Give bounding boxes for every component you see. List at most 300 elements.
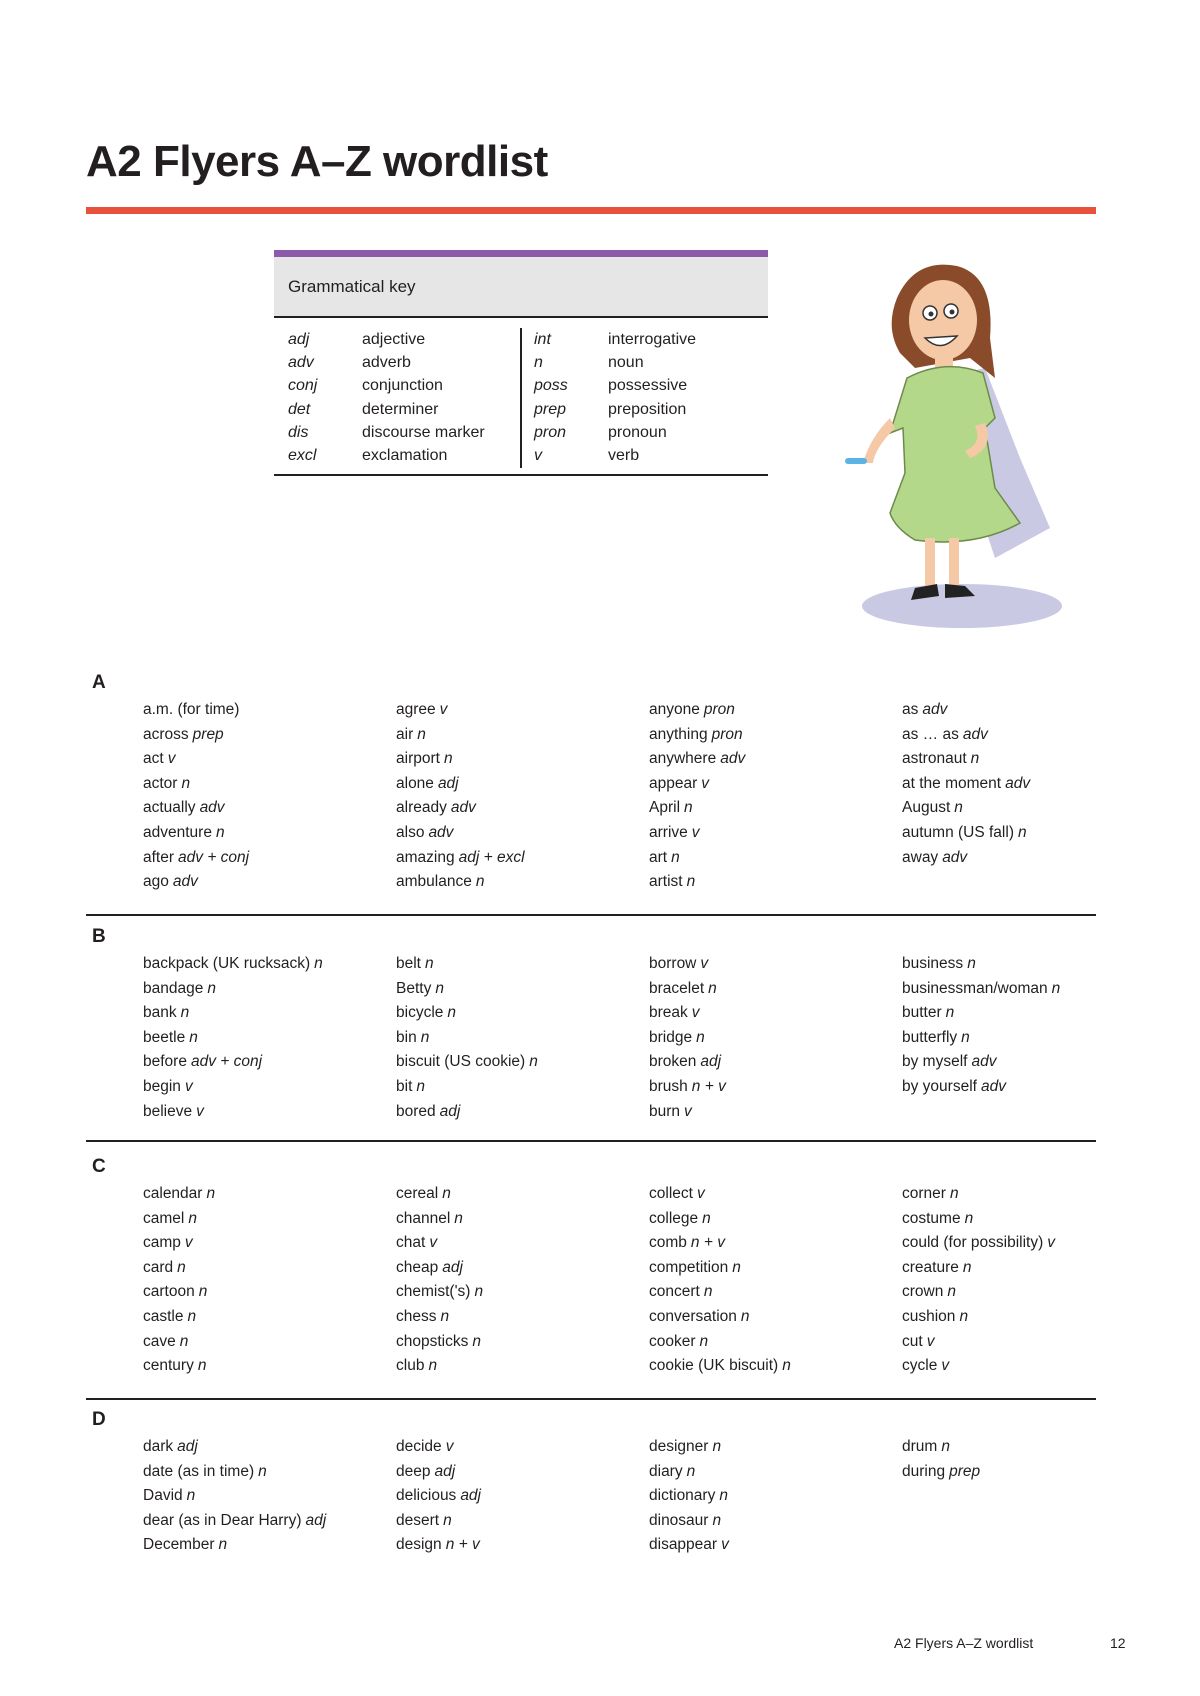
- key-abbreviation: excl: [288, 447, 317, 465]
- word-text: dictionary: [649, 1487, 716, 1505]
- word-entry: [396, 952, 649, 977]
- key-meaning: exclamation: [362, 447, 448, 465]
- word-text: already: [396, 799, 447, 817]
- word-text: creature: [902, 1258, 959, 1276]
- part-of-speech: n: [198, 1283, 208, 1301]
- word-text: cave: [143, 1332, 176, 1350]
- part-of-speech: adv: [428, 823, 454, 841]
- part-of-speech: v: [691, 1004, 700, 1022]
- key-meaning: pronoun: [608, 423, 667, 441]
- part-of-speech: v: [700, 955, 709, 972]
- footer-title: A2 Flyers A–Z wordlist: [894, 1635, 1034, 1651]
- word-text: ago: [143, 873, 169, 891]
- word-text: bicycle: [396, 1004, 444, 1022]
- word-text: away: [902, 848, 939, 866]
- word-text: also: [396, 823, 425, 841]
- word-entry: [649, 821, 902, 846]
- word-text: crown: [902, 1283, 944, 1301]
- part-of-speech: n: [420, 1028, 430, 1046]
- word-text: art: [649, 848, 668, 866]
- word-text: bracelet: [649, 979, 705, 997]
- word-entry: [649, 1354, 902, 1379]
- part-of-speech: n: [447, 1004, 457, 1022]
- word-entry: [396, 1484, 649, 1509]
- word-entry: [902, 1460, 1155, 1485]
- word-entry: [143, 1354, 396, 1379]
- word-entry: [902, 821, 1155, 846]
- word-entry: [143, 698, 396, 723]
- part-of-speech: n: [416, 1077, 425, 1095]
- word-column: [902, 1182, 1155, 1379]
- part-of-speech: n: [686, 873, 696, 891]
- word-entry: [649, 1484, 902, 1509]
- word-text: break: [649, 1004, 688, 1022]
- part-of-speech: v: [1047, 1234, 1056, 1252]
- part-of-speech: n: [970, 750, 980, 768]
- word-entry: [649, 723, 902, 748]
- word-entry: [396, 1207, 649, 1232]
- part-of-speech: n: [719, 1487, 728, 1505]
- word-text: at the moment: [902, 774, 1002, 792]
- word-text: drum: [902, 1438, 938, 1455]
- key-row: [288, 444, 520, 467]
- part-of-speech: n: [206, 1185, 216, 1202]
- part-of-speech: n: [782, 1357, 791, 1375]
- section-divider: [86, 914, 1096, 916]
- word-text: amazing: [396, 848, 455, 866]
- section-letter: B: [92, 926, 106, 947]
- part-of-speech: v: [926, 1332, 935, 1350]
- illustration-arm-left: [863, 418, 895, 463]
- key-row: [534, 398, 766, 421]
- key-abbreviation: adj: [288, 330, 310, 348]
- key-abbreviation: prep: [534, 400, 567, 418]
- word-entry: [143, 1231, 396, 1256]
- section-letter: A: [92, 672, 106, 693]
- word-text: cheap: [396, 1258, 439, 1276]
- word-column: [396, 952, 649, 1124]
- word-text: club: [396, 1357, 425, 1375]
- section-divider: [86, 1140, 1096, 1142]
- part-of-speech: n: [712, 1511, 722, 1529]
- part-of-speech: n: [967, 955, 976, 972]
- part-of-speech: v: [167, 750, 176, 768]
- word-entry: [902, 1305, 1155, 1330]
- word-text: brush: [649, 1077, 688, 1095]
- part-of-speech: adv: [971, 1053, 997, 1071]
- part-of-speech: n: [947, 1283, 956, 1301]
- key-column-right: [520, 328, 766, 468]
- part-of-speech: n: [425, 955, 434, 972]
- part-of-speech: n: [177, 1258, 186, 1276]
- key-meaning: discourse marker: [362, 423, 485, 441]
- illustration-leg-left: [925, 538, 935, 586]
- word-text: burn: [649, 1102, 681, 1120]
- word-text: cookie (UK biscuit): [649, 1357, 779, 1375]
- word-text: a.m. (for time): [143, 701, 240, 718]
- part-of-speech: n: [186, 1487, 196, 1505]
- word-text: cycle: [902, 1357, 938, 1375]
- part-of-speech: n: [454, 1209, 463, 1227]
- part-of-speech: adj: [434, 1462, 456, 1480]
- key-accent-bar: [274, 250, 768, 257]
- word-text: date (as in time): [143, 1462, 255, 1480]
- word-text: begin: [143, 1077, 181, 1095]
- word-text: beetle: [143, 1028, 186, 1046]
- word-entry: [649, 1026, 902, 1051]
- word-text: airport: [396, 750, 440, 768]
- part-of-speech: n: [1017, 823, 1027, 841]
- illustration-chalk: [845, 458, 867, 464]
- word-text: adventure: [143, 823, 212, 841]
- key-row: [534, 375, 766, 398]
- word-text: agree: [396, 701, 436, 718]
- word-entry: [649, 1280, 902, 1305]
- word-column: [902, 1435, 1155, 1558]
- part-of-speech: n: [472, 1332, 481, 1350]
- word-text: competition: [649, 1258, 729, 1276]
- word-text: actor: [143, 774, 178, 792]
- key-row: [534, 421, 766, 444]
- word-text: April: [649, 799, 681, 817]
- word-text: dear (as in Dear Harry): [143, 1511, 302, 1529]
- part-of-speech: n: [179, 1332, 189, 1350]
- word-text: astronaut: [902, 750, 967, 768]
- key-abbreviation: adv: [288, 353, 314, 371]
- word-text: belt: [396, 955, 421, 972]
- part-of-speech: v: [445, 1438, 454, 1455]
- part-of-speech: n: [686, 1462, 696, 1480]
- word-text: concert: [649, 1283, 700, 1301]
- key-meaning: adverb: [362, 353, 411, 371]
- word-entry: [396, 747, 649, 772]
- part-of-speech: n: [474, 1283, 484, 1301]
- part-of-speech: n: [181, 774, 191, 792]
- part-of-speech: pron: [711, 725, 743, 743]
- word-text: designer: [649, 1438, 709, 1455]
- part-of-speech: n: [428, 1357, 438, 1375]
- key-row: [534, 328, 766, 351]
- word-text: as … as: [902, 725, 959, 743]
- word-text: anywhere: [649, 750, 717, 768]
- part-of-speech: adv: [962, 725, 988, 743]
- word-text: alone: [396, 774, 434, 792]
- part-of-speech: n: [712, 1438, 722, 1455]
- part-of-speech: adj: [700, 1053, 722, 1071]
- word-column: [649, 698, 902, 895]
- word-entry: [143, 1026, 396, 1051]
- key-abbreviation: v: [534, 447, 542, 465]
- key-column-left: [274, 328, 520, 468]
- word-entry: [143, 952, 396, 977]
- part-of-speech: n: [708, 979, 717, 997]
- word-text: desert: [396, 1511, 440, 1529]
- word-text: as: [902, 701, 919, 718]
- word-text: broken: [649, 1053, 697, 1071]
- word-entry: [649, 1182, 902, 1207]
- word-entry: [649, 977, 902, 1002]
- word-entry: [902, 1026, 1155, 1051]
- word-entry: [143, 1484, 396, 1509]
- key-abbreviation: pron: [534, 423, 567, 441]
- word-columns: [143, 1435, 1155, 1558]
- word-text: comb: [649, 1234, 687, 1252]
- key-meaning: interrogative: [608, 330, 697, 348]
- part-of-speech: n: [740, 1307, 750, 1325]
- word-entry: [902, 846, 1155, 871]
- part-of-speech: n: [188, 1209, 197, 1227]
- word-text: cut: [902, 1332, 923, 1350]
- key-abbreviation: n: [534, 353, 543, 371]
- title-rule: [86, 207, 1096, 214]
- word-column: [143, 698, 396, 895]
- word-entry: [396, 1305, 649, 1330]
- word-entry: [396, 1435, 649, 1460]
- word-entry: [649, 796, 902, 821]
- word-entry: [143, 821, 396, 846]
- word-entry: [143, 1075, 396, 1100]
- part-of-speech: n: [959, 1307, 969, 1325]
- word-entry: [396, 1330, 649, 1355]
- part-of-speech: n: [684, 799, 693, 817]
- word-entry: [396, 698, 649, 723]
- word-text: bored: [396, 1102, 436, 1120]
- word-entry: [902, 1435, 1155, 1460]
- part-of-speech: n: [529, 1053, 538, 1071]
- word-entry: [649, 1435, 902, 1460]
- word-entry: [649, 846, 902, 871]
- part-of-speech: n: [954, 799, 963, 817]
- key-row: [288, 375, 520, 398]
- word-text: backpack (UK rucksack): [143, 955, 311, 972]
- word-entry: [902, 1207, 1155, 1232]
- word-text: business: [902, 955, 964, 972]
- word-text: artist: [649, 873, 683, 891]
- word-text: believe: [143, 1102, 193, 1120]
- part-of-speech: n: [671, 848, 680, 866]
- part-of-speech: n: [417, 725, 426, 743]
- illustration-face: [909, 280, 977, 360]
- part-of-speech: n + v: [690, 1234, 725, 1252]
- part-of-speech: v: [196, 1102, 204, 1120]
- part-of-speech: n: [962, 1258, 972, 1276]
- word-entry: [902, 952, 1155, 977]
- word-entry: [649, 1509, 902, 1534]
- part-of-speech: v: [439, 701, 448, 718]
- word-entry: [396, 1280, 649, 1305]
- part-of-speech: n: [189, 1028, 198, 1046]
- word-entry: [396, 723, 649, 748]
- part-of-speech: n: [732, 1258, 741, 1276]
- word-text: during: [902, 1462, 946, 1480]
- word-entry: [649, 772, 902, 797]
- word-text: bridge: [649, 1028, 693, 1046]
- word-entry: [396, 1182, 649, 1207]
- word-entry: [143, 747, 396, 772]
- word-entry: [143, 1050, 396, 1075]
- grammatical-key-table: [274, 250, 768, 476]
- word-entry: [396, 1460, 649, 1485]
- word-column: [143, 952, 396, 1124]
- key-row: [288, 421, 520, 444]
- part-of-speech: v: [721, 1536, 729, 1554]
- word-entry: [396, 1050, 649, 1075]
- word-column: [649, 1182, 902, 1379]
- part-of-speech: n + v: [445, 1536, 480, 1554]
- part-of-speech: adv + conj: [178, 848, 250, 866]
- word-entry: [143, 772, 396, 797]
- word-column: [396, 1182, 649, 1379]
- key-abbreviation: det: [288, 400, 311, 418]
- key-row: [288, 351, 520, 374]
- word-text: camp: [143, 1234, 181, 1252]
- part-of-speech: n: [475, 873, 485, 891]
- word-text: could (for possibility): [902, 1234, 1044, 1252]
- word-entry: [396, 772, 649, 797]
- word-text: corner: [902, 1185, 946, 1202]
- word-entry: [143, 870, 396, 895]
- word-text: cushion: [902, 1307, 956, 1325]
- word-text: by myself: [902, 1053, 968, 1071]
- word-text: chemist('s): [396, 1283, 471, 1301]
- part-of-speech: n: [187, 1307, 197, 1325]
- word-entry: [902, 698, 1155, 723]
- key-meaning: conjunction: [362, 377, 443, 395]
- word-entry: [143, 723, 396, 748]
- word-entry: [396, 1256, 649, 1281]
- word-entry: [143, 1305, 396, 1330]
- part-of-speech: n: [258, 1462, 267, 1480]
- word-entry: [902, 747, 1155, 772]
- part-of-speech: n: [702, 1209, 711, 1227]
- part-of-speech: prep: [192, 725, 224, 743]
- part-of-speech: n: [440, 1307, 450, 1325]
- part-of-speech: adj: [177, 1438, 198, 1455]
- part-of-speech: n: [949, 1185, 959, 1202]
- word-entry: [902, 1256, 1155, 1281]
- word-entry: [902, 1001, 1155, 1026]
- word-text: collect: [649, 1185, 693, 1202]
- word-text: anyone: [649, 701, 700, 718]
- word-text: camel: [143, 1209, 185, 1227]
- part-of-speech: n: [1051, 979, 1061, 997]
- word-entry: [649, 747, 902, 772]
- word-text: August: [902, 799, 951, 817]
- part-of-speech: n: [699, 1332, 709, 1350]
- part-of-speech: v: [701, 774, 710, 792]
- word-entry: [902, 772, 1155, 797]
- part-of-speech: adv: [172, 873, 198, 891]
- part-of-speech: n: [197, 1357, 207, 1375]
- part-of-speech: adj: [460, 1487, 481, 1505]
- word-entry: [902, 1075, 1155, 1100]
- key-meaning: noun: [608, 353, 644, 371]
- part-of-speech: adv: [980, 1077, 1006, 1095]
- part-of-speech: n: [314, 955, 323, 972]
- word-text: after: [143, 848, 175, 866]
- word-entry: [396, 1100, 649, 1125]
- key-row: [288, 328, 520, 351]
- part-of-speech: n: [703, 1283, 713, 1301]
- word-text: card: [143, 1258, 174, 1276]
- word-entry: [143, 1100, 396, 1125]
- word-text: calendar: [143, 1185, 203, 1202]
- word-column: [396, 1435, 649, 1558]
- word-entry: [649, 1256, 902, 1281]
- word-column: [649, 952, 902, 1124]
- part-of-speech: n + v: [691, 1077, 726, 1095]
- word-entry: [143, 1330, 396, 1355]
- word-entry: [649, 1231, 902, 1256]
- teacher-illustration: [845, 258, 1080, 633]
- word-entry: [649, 1001, 902, 1026]
- word-columns: [143, 698, 1155, 895]
- key-abbreviation: int: [534, 330, 551, 348]
- part-of-speech: adj + excl: [458, 848, 525, 866]
- word-entry: [143, 977, 396, 1002]
- word-text: dinosaur: [649, 1511, 709, 1529]
- word-text: appear: [649, 774, 698, 792]
- part-of-speech: n: [218, 1536, 228, 1554]
- word-entry: [396, 1001, 649, 1026]
- word-text: chat: [396, 1234, 426, 1252]
- word-column: [649, 1435, 902, 1558]
- key-abbreviation: conj: [288, 377, 318, 395]
- word-entry: [143, 796, 396, 821]
- word-text: disappear: [649, 1536, 718, 1554]
- key-body: [274, 318, 768, 476]
- word-text: act: [143, 750, 164, 768]
- word-entry: [143, 846, 396, 871]
- word-entry: [143, 1001, 396, 1026]
- part-of-speech: n: [207, 979, 216, 997]
- part-of-speech: adv: [450, 799, 476, 817]
- word-text: bit: [396, 1077, 413, 1095]
- key-abbreviation: poss: [534, 377, 568, 395]
- word-entry: [649, 952, 902, 977]
- word-entry: [396, 1026, 649, 1051]
- word-text: cooker: [649, 1332, 696, 1350]
- part-of-speech: n: [941, 1438, 950, 1455]
- word-text: design: [396, 1536, 442, 1554]
- word-entry: [396, 1231, 649, 1256]
- word-text: businessman/woman: [902, 979, 1048, 997]
- key-meaning: possessive: [608, 377, 688, 395]
- word-text: decide: [396, 1438, 442, 1455]
- word-entry: [902, 1330, 1155, 1355]
- part-of-speech: v: [941, 1357, 950, 1375]
- word-entry: [649, 1207, 902, 1232]
- illustration-pupil-right: [950, 310, 955, 315]
- key-meaning: verb: [608, 447, 640, 465]
- word-text: deep: [396, 1462, 431, 1480]
- word-text: college: [649, 1209, 699, 1227]
- key-row: [534, 444, 766, 467]
- part-of-speech: n: [696, 1028, 705, 1046]
- word-text: butter: [902, 1004, 942, 1022]
- word-text: by yourself: [902, 1077, 977, 1095]
- word-entry: [902, 723, 1155, 748]
- page-number: 12: [1110, 1635, 1126, 1651]
- word-columns: [143, 1182, 1155, 1379]
- part-of-speech: n: [443, 1511, 452, 1529]
- word-entry: [143, 1207, 396, 1232]
- word-entry: [902, 796, 1155, 821]
- part-of-speech: v: [696, 1185, 705, 1202]
- illustration-leg-right: [949, 538, 959, 586]
- word-text: conversation: [649, 1307, 737, 1325]
- word-entry: [902, 1050, 1155, 1075]
